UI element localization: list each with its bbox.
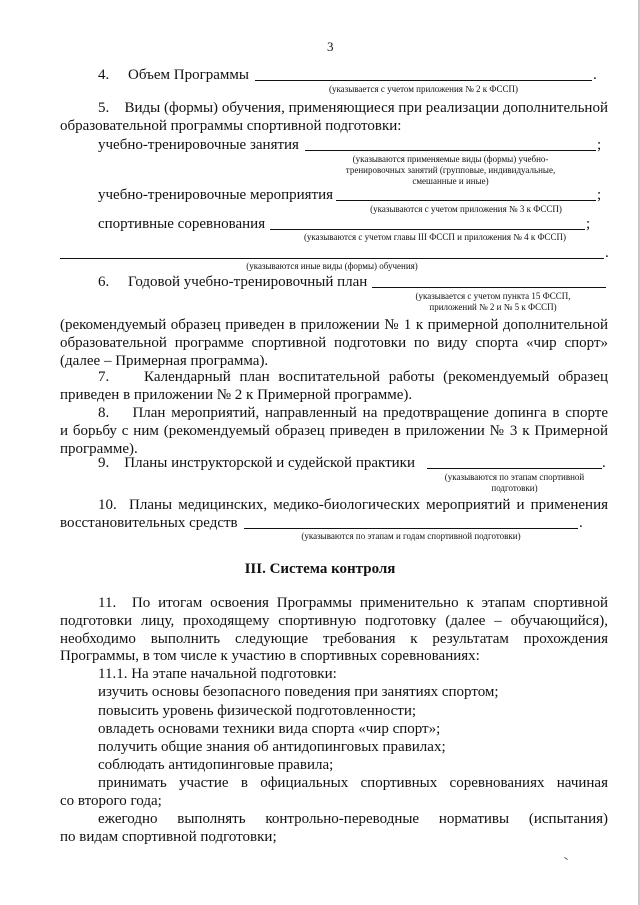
fill-line (255, 80, 592, 81)
item-10-end: . (579, 515, 583, 531)
item-4-label: 4. Объем Программы (98, 67, 249, 83)
item-5-b-note: (указываются с учетом приложения № 3 к ФССП) (370, 204, 562, 214)
item-5-a-note-3: смешанные и иные) (412, 176, 489, 186)
item-5-d-end: . (605, 245, 609, 261)
item-11-line-4: Программы, в том числе к участию в спортивных соревнованиях: (60, 648, 480, 664)
item-10-line-2: восстановительных средств (60, 515, 238, 531)
requirement-7-line-1: ежегодно выполнять контрольно-переводные нормативы (испытания) (98, 811, 608, 827)
item-11-1-title: 11.1. На этапе начальной подготовки: (98, 666, 337, 682)
fill-line (336, 200, 596, 201)
item-10-note: (указываются по этапам и годам спортивной подготовки) (301, 531, 521, 541)
item-9-label: 9. Планы инструкторской и судейской практики (98, 455, 415, 471)
requirement-1: изучить основы безопасного поведения при занятиях спортом; (98, 684, 499, 700)
requirement-6-line-1: принимать участие в официальных спортивных соревнованиях начиная (98, 775, 608, 791)
requirement-2: повысить уровень физической подготовленности; (98, 703, 417, 719)
item-6-line-3: (далее – Примерная программа). (60, 353, 269, 369)
item-5-line-2: образовательной программы спортивной подготовки: (60, 118, 402, 134)
page-number: 3 (327, 39, 334, 54)
fill-line (270, 229, 585, 230)
item-5-b-end: ; (597, 187, 602, 203)
item-11-line-1: 11. По итогам освоения Программы применительно к этапам спортивной (98, 595, 608, 611)
fill-line (305, 150, 596, 151)
item-11-line-3: необходимо выполнить следующие требования к результатам прохождения (60, 631, 608, 647)
requirement-5: соблюдать антидопинговые правила; (98, 757, 334, 773)
item-9-note-2: подготовки) (491, 483, 538, 493)
item-5-d-note: (указываются иные виды (формы) обучения) (246, 261, 418, 271)
item-8-line-2: и борьбу с ним (рекомендуемый образец приведен в приложении № 3 к Примерной (60, 423, 608, 439)
item-7-line-2: приведен в приложении № 2 к Примерной программе). (60, 387, 413, 403)
item-6-note-1: (указывается с учетом пункта 15 ФССП, (415, 291, 571, 301)
item-6-note-2: приложений № 2 и № 5 к ФССП) (429, 302, 557, 312)
item-10-line-1: 10. Планы медицинских, медико-биологических мероприятий и применения (98, 497, 608, 513)
requirement-7-line-2: по видам спортивной подготовки; (60, 829, 277, 845)
fill-line (244, 528, 578, 529)
item-5-c-note: (указываются с учетом главы III ФССП и приложения № 4 к ФССП) (303, 232, 567, 242)
item-6-label: 6. Годовой учебно-тренировочный план (98, 274, 368, 290)
item-11-line-2: подготовки лицу, проходящему спортивную подготовку (далее – обучающийся), (60, 613, 608, 629)
requirement-3: овладеть основами техники вида спорта «чир спорт»; (98, 721, 441, 737)
section-title: III. Система контроля (244, 561, 396, 577)
item-5-a-end: ; (597, 137, 602, 153)
item-8-line-1: 8. План мероприятий, направленный на предотвращение допинга в спорте (98, 405, 608, 421)
item-5-a-note-2: тренировочных занятий (групповые, индивидуальные, (345, 165, 556, 175)
fill-line (372, 287, 606, 288)
item-5-a-label: учебно-тренировочные занятия (98, 137, 299, 153)
item-4-end: . (593, 67, 597, 83)
item-5-b-label: учебно-тренировочные мероприятия (98, 187, 334, 203)
item-9-end: . (602, 455, 606, 471)
item-7-line-1: 7. Календарный план воспитательной работы (рекомендуемый образец (98, 369, 608, 385)
item-6-line-2: образовательной программе спортивной подготовки по виду спорта «чир спорт» (60, 335, 608, 351)
item-5-c-end: ; (586, 216, 591, 232)
item-9-note-1: (указываются по этапам спортивной (444, 472, 585, 482)
item-5-line-1: 5. Виды (формы) обучения, применяющиеся при реализации дополнительной (98, 100, 608, 116)
fill-line (60, 258, 604, 259)
item-5-c-label: спортивные соревнования (98, 216, 266, 232)
fill-line (427, 468, 602, 469)
item-5-a-note-1: (указываются применяемые виды (формы) учебно- (352, 154, 549, 164)
requirement-6-line-2: со второго года; (60, 793, 162, 809)
item-4-note: (указывается с учетом приложения № 2 к ФССП) (328, 84, 519, 94)
item-6-line-1: (рекомендуемый образец приведен в приложении № 1 к примерной дополнительной (60, 317, 608, 333)
item-8-line-3: программе). (60, 441, 138, 457)
requirement-4: получить общие знания об антидопинговых правилах; (98, 739, 446, 755)
scan-mark (564, 857, 568, 860)
